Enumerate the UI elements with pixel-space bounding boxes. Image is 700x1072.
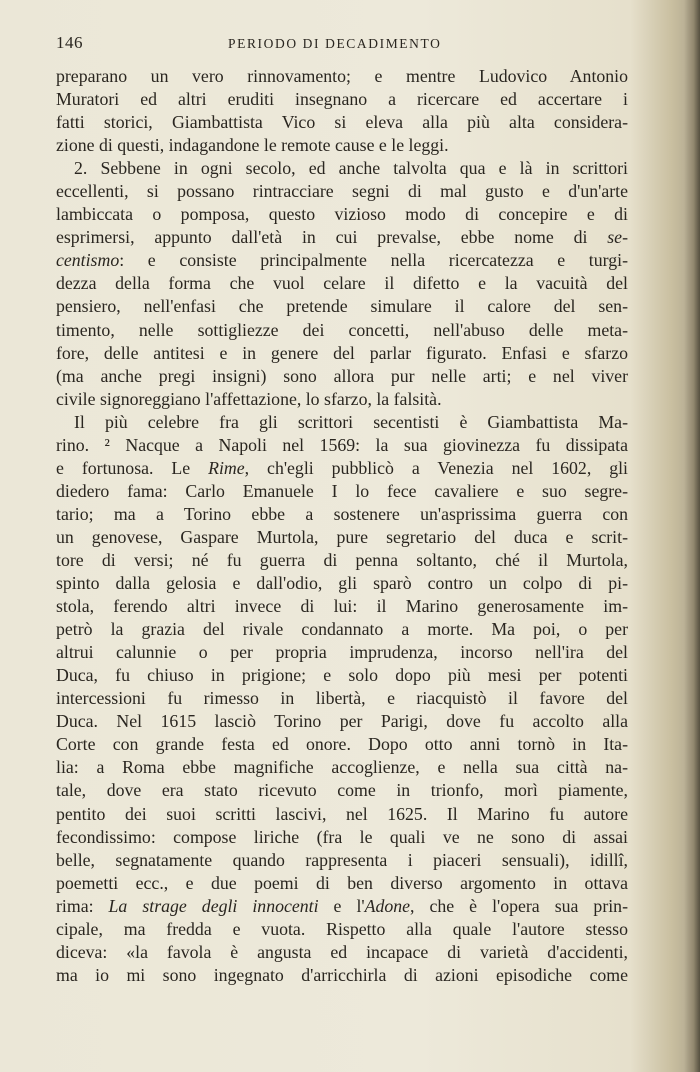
text-line: 2. Sebbene in ogni secolo, ed anche talvolta qua e là in scrittori [74, 158, 628, 179]
text-line: altrui calunnie o per propria imprudenza, incorso nell'ira del [56, 642, 628, 663]
body-text [56, 65, 628, 987]
text-line: civile signoreggiano l'affettazione, lo sfarzo, la falsità. [56, 388, 442, 409]
text-line: intercessioni fu rimesso in libertà, e riacquistò il favore del [56, 688, 628, 709]
text-fragment: e l' [318, 895, 365, 916]
text-line: dezza della forma che vuol celare il difetto e la vacuità del [56, 273, 628, 294]
text-line: fecondissimo: compose liriche (fra le quali ve ne sono di assai [56, 826, 628, 847]
text-line: fore, delle antitesi e in genere del parlar figurato. Enfasi e sfarzo [56, 342, 628, 363]
text-line: stola, ferendo altri invece di lui: il Marino generosamente im- [56, 596, 628, 617]
text-fragment: , ch'egli pubblicò a Venezia nel 1602, gli [244, 457, 628, 478]
text-line: spinto dalla gelosia e dall'odio, gli sparò contro un colpo di pi- [56, 573, 628, 594]
page-header [56, 33, 636, 57]
italic-title: Rime [208, 457, 245, 478]
text-line: Corte con grande festa ed onore. Dopo otto anni tornò in Ita- [56, 734, 628, 755]
text-fragment: rima: [56, 895, 109, 916]
text-line: tario; ma a Torino ebbe a sostenere un'asprissima guerra con [56, 503, 628, 524]
text-line: un genovese, Gaspare Murtola, pure segretario del duca e scrit- [56, 526, 628, 547]
text-fragment: : e consiste principalmente nella ricercatezza e turgi- [119, 250, 628, 271]
text-line: ma io mi sono ingegnato d'arricchirla di azioni episodiche come [56, 964, 628, 985]
page-number: 146 [56, 33, 83, 52]
text-line: rino. ² Nacque a Napoli nel 1569: la sua giovinezza fu dissipata [56, 434, 628, 455]
text-line: (ma anche pregi insigni) sono allora pur nelle arti; e nel viver [56, 365, 628, 386]
text-line: Duca, fu chiuso in prigione; e solo dopo più mesi per potenti [56, 665, 628, 686]
text-line: poemetti ecc., e due poemi di ben diverso argomento in ottava [56, 872, 628, 893]
text-line: cipale, ma fredda e vuota. Rispetto alla quale l'autore stesso [56, 918, 628, 939]
text-line: lia: a Roma ebbe magnifiche accoglienze, e nella sua città na- [56, 757, 628, 778]
text-line: tale, dove era stato ricevuto come in trionfo, morì piamente, [56, 780, 628, 801]
text-line: Duca. Nel 1615 lasciò Torino per Parigi, dove fu accolto alla [56, 711, 628, 732]
text-line [56, 457, 628, 480]
italic-title: Adone [364, 895, 411, 916]
text-line: diedero fama: Carlo Emanuele I lo fece cavaliere e suo segre- [56, 480, 628, 501]
text-line: zione di questi, indagandone le remote cause e le leggi. [56, 135, 449, 156]
text-line: pensiero, nell'enfasi che pretende simulare il calore del sen- [56, 296, 628, 317]
text-line: timento, nelle sottigliezze dei concetti, nell'abuso delle meta- [56, 319, 628, 340]
text-line: eccellenti, si possano rintracciare segni di mal gusto e d'un'arte [56, 181, 628, 202]
text-line: lambiccata o pomposa, questo vizioso modo di concepire e di [56, 204, 628, 225]
text-line: belle, segnatamente quando rappresenta i piaceri sensuali), idillî, [56, 849, 628, 870]
text-fragment: e fortunosa. Le [56, 457, 209, 478]
text-line [56, 249, 628, 272]
text-line: Muratori ed altri eruditi insegnano a ricercare ed accertare i [56, 89, 628, 110]
text-line: pentito dei suoi scritti lascivi, nel 1625. Il Marino fu autore [56, 803, 628, 824]
text-line: preparano un vero rinnovamento; e mentre Ludovico Antonio [56, 66, 628, 86]
italic-title: La strage degli innocenti [108, 895, 319, 916]
italic-term: se- [607, 227, 628, 248]
text-fragment: , che è l'opera sua prin- [410, 895, 628, 916]
text-line: Il più celebre fra gli scrittori secentisti è Giambattista Ma- [74, 411, 628, 432]
text-line: diceva: «la favola è angusta ed incapace di varietà d'accidenti, [56, 941, 628, 962]
text-line [56, 226, 628, 249]
text-line [56, 895, 628, 918]
page-edge-shadow [684, 0, 700, 1072]
running-title: PERIODO DI DECADIMENTO [228, 36, 442, 51]
text-line: petrò la grazia del rivale condannato a morte. Ma poi, o per [56, 619, 628, 640]
text-line: fatti storici, Giambattista Vico si eleva alla più alta considera- [56, 112, 628, 133]
text-line: tore di versi; né fu guerra di penna soltanto, ché il Murtola, [56, 549, 628, 570]
text-fragment: esprimersi, appunto dall'età in cui prevalse, ebbe nome di [56, 227, 608, 248]
italic-term: centismo [56, 250, 120, 271]
